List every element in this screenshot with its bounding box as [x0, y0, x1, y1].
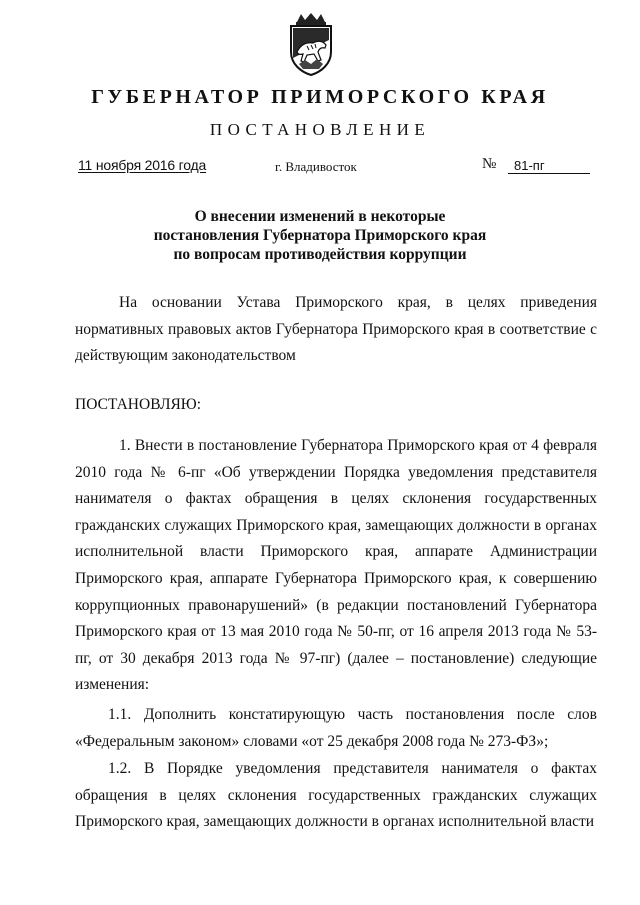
title-line: постановления Губернатора Приморского края	[153, 227, 487, 244]
document-number: 81-пг	[508, 158, 590, 174]
title-line: О внесении изменений в некоторые	[194, 208, 446, 225]
preamble-paragraph: На основании Устава Приморского края, в целях приведения нормативных правовых актов Губернатора Приморского края в соответствие с действующим законодательством	[75, 294, 597, 365]
document-city: г. Владивосток	[275, 159, 357, 174]
clause-1-2-paragraph: 1.2. В Порядке уведомления представителя нанимателя о фактах обращения в целях склонения государственных гражданских служащих Приморского края, замещающих должности в органах исполнительной власти	[75, 760, 597, 831]
issuer-heading: ГУБЕРНАТОР ПРИМОРСКОГО КРАЯ	[91, 86, 549, 108]
clause-1-paragraph: 1. Внести в постановление Губернатора Приморского края от 4 февраля 2010 года № 6-пг «Об утверждении Порядка уведомления представителя нанимателя о фактах обращения в целях склонения государственных гражданских служащих Приморского края, замещающих должности в органах исполнительной власти Приморского края, аппарате Администрации Приморского края, аппарате Губернатора Приморского края, к совершению коррупционных правонарушений» (в редакции постановлений Губернатора Приморского края от 13 мая 2010 года № 50-пг, от 16 апреля 2013 года № 53-пг, от 30 декабря 2013 года № 97-пг) (далее – постановление) следующие изменения:	[75, 437, 597, 694]
title-line: по вопросам противодействия коррупции	[173, 246, 467, 263]
number-sign: №	[482, 156, 497, 172]
document-date: 11 ноября 2016 года	[78, 157, 207, 173]
primorsky-coat-of-arms-tiger-icon	[285, 12, 337, 76]
clause-1-1-paragraph: 1.1. Дополнить констатирующую часть постановления после слов «Федеральным законом» словами «от 25 декабря 2008 года № 273-ФЗ»;	[75, 706, 597, 750]
decree-heading: ПОСТАНОВЛЯЮ:	[75, 396, 202, 413]
document-type-heading: ПОСТАНОВЛЕНИЕ	[209, 120, 431, 139]
document-title	[0, 207, 640, 264]
